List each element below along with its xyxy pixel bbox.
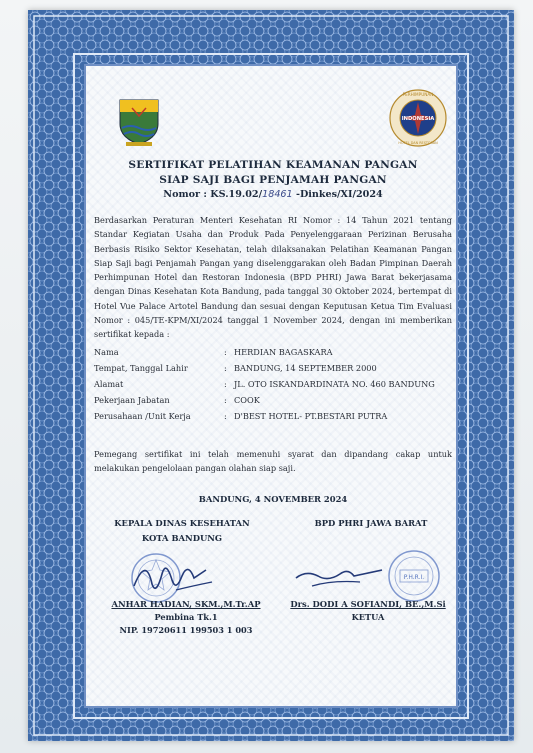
- field-row-company: [94, 411, 452, 426]
- field-colon: :: [224, 347, 227, 357]
- phri-seal-icon: [388, 88, 448, 148]
- field-row-address: [94, 379, 452, 394]
- field-label: Tempat, Tanggal Lahir: [94, 363, 188, 373]
- certificate-paragraph: Berdasarkan Peraturan Menteri Kesehatan RI Nomor : 14 Tahun 2021 tentang Standar Kegiatan Usaha dan Produk Pada Penyelenggaraan Perizinan Berusaha Berbasis Risiko Sektor Kesehatan, telah dilaksanakan Pelatihan Keamanan Pangan Siap Saji bagi Penjamah Pangan yang diselenggarakan oleh Badan Pimpinan Daerah Perhimpunan Hotel dan Restoran Indonesia (BPD PHRI) Jawa Barat bekerjasama dengan Dinas Kesehatan Kota Bandung, pada tanggal 30 Oktober 2024, bertempat di Hotel Vue Palace Artotel Bandung dan sesuai dengan Keputusan Ketua Tim Evaluasi Nomor : 045/TE-KPM/XI/2024 tanggal 1 November 2024, dengan ini memberikan sertifikat kepada :: [94, 215, 452, 340]
- certificate-body: [84, 64, 458, 708]
- field-value: COOK: [234, 395, 260, 405]
- left-signer-title-line1: KEPALA DINAS KESEHATAN: [114, 518, 250, 528]
- certificate-number-prefix: Nomor : KS.19.02/: [163, 189, 263, 200]
- field-value: HERDIAN BAGASKARA: [234, 347, 333, 357]
- field-label: Alamat: [94, 379, 124, 389]
- field-colon: :: [224, 363, 227, 373]
- field-label: Perusahaan /Unit Kerja: [94, 411, 191, 421]
- field-label: Pekerjaan Jabatan: [94, 395, 170, 405]
- certificate-number: [86, 189, 460, 200]
- field-label: Nama: [94, 347, 119, 357]
- field-colon: :: [224, 395, 227, 405]
- seal-ring-bottom-text: HOTEL DAN RESTORAN: [398, 141, 438, 145]
- field-row-position: [94, 395, 452, 410]
- right-signer-name: Drs. DODI A SOFIANDI, BE.,M.Si: [290, 599, 446, 609]
- left-signer-nip: NIP. 19720611 199503 1 003: [119, 625, 253, 635]
- seal-ring-top-text: PERHIMPUNAN: [402, 92, 434, 97]
- left-signer-rank: Pembina Tk.1: [154, 612, 218, 622]
- certificate-closing: Pemegang sertifikat ini telah memenuhi syarat dan dipandang cakap untuk melakukan pengelolaan pangan olahan siap saji.: [94, 449, 452, 474]
- left-signer-title-line2: KOTA BANDUNG: [141, 533, 223, 543]
- right-stamp-text: P.H.R.I.: [403, 574, 425, 581]
- bandung-city-emblem-icon: [112, 94, 166, 148]
- certificate-number-handwritten: 18461: [262, 189, 293, 200]
- right-signer-role: KETUA: [351, 612, 385, 622]
- left-stamp-and-signature: [116, 546, 226, 606]
- field-colon: :: [224, 379, 227, 389]
- certificate-title-line2: SIAP SAJI BAGI PENJAMAH PANGAN: [159, 174, 387, 186]
- certificate-title-line1: SERTIFIKAT PELATIHAN KEAMANAN PANGAN: [128, 159, 418, 171]
- field-value: BANDUNG, 14 SEPTEMBER 2000: [234, 363, 377, 373]
- certificate-number-suffix: -Dinkes/XI/2024: [292, 189, 383, 200]
- field-value: JL. OTO ISKANDARDINATA NO. 460 BANDUNG: [234, 379, 435, 389]
- place-date: BANDUNG, 4 NOVEMBER 2024: [198, 494, 348, 504]
- field-colon: :: [224, 411, 227, 421]
- seal-center-text: INDONESIA: [401, 116, 435, 122]
- field-value: D'BEST HOTEL- PT.BESTARI PUTRA: [234, 411, 388, 421]
- certificate-sheet: [28, 10, 514, 741]
- field-row-birth: [94, 363, 452, 378]
- right-signature-and-stamp: [282, 546, 458, 606]
- right-signer-title: BPD PHRI JAWA BARAT: [314, 518, 428, 528]
- field-row-nama: [94, 347, 452, 362]
- left-signer-name: ANHAR HADIAN, SKM.,M.Tr.AP: [111, 599, 261, 609]
